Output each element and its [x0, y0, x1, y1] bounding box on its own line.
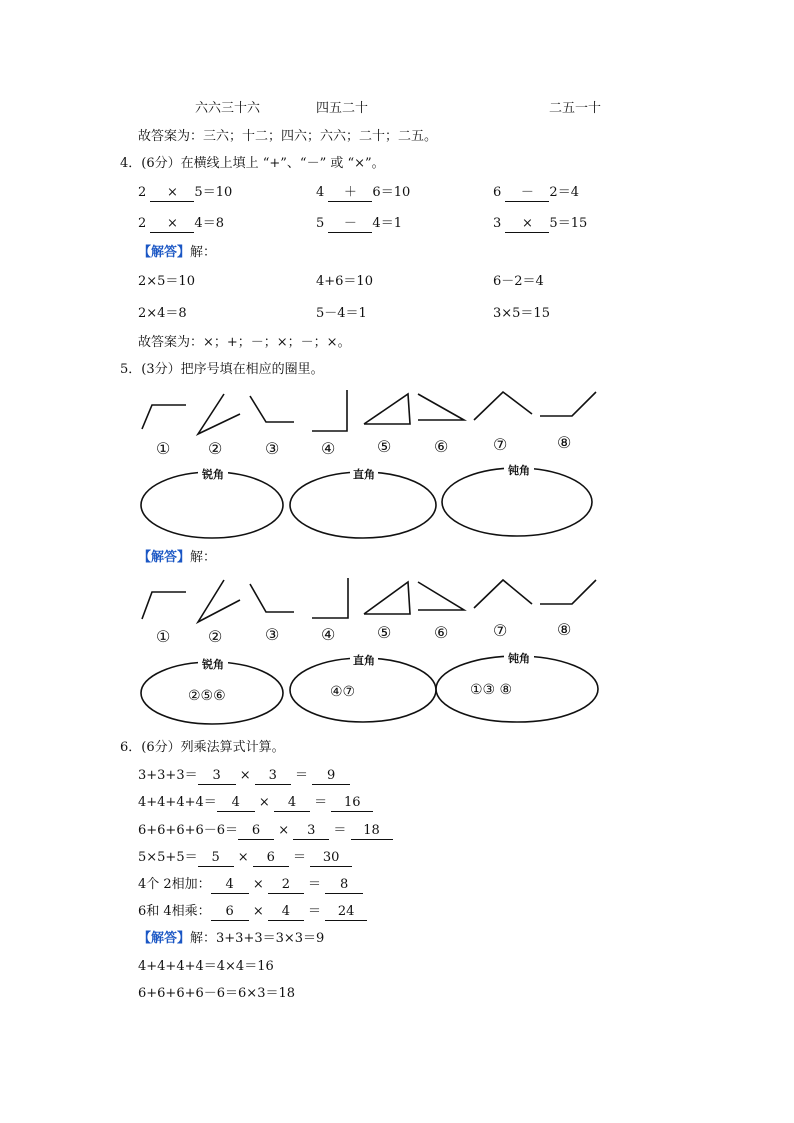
- angle-8: [540, 580, 596, 604]
- q6-blank[interactable]: 8: [325, 877, 363, 894]
- oval-label-obtuse: 钝角: [508, 464, 530, 477]
- angle-3: [250, 396, 294, 422]
- q4-sol-6: 3×5＝15: [493, 306, 550, 321]
- q6-blank[interactable]: 2: [268, 877, 304, 894]
- number-6: ⑥: [434, 437, 449, 456]
- q6-blank[interactable]: 6: [238, 823, 274, 840]
- q4-blank[interactable]: －: [328, 216, 372, 233]
- number-3: ③: [265, 625, 280, 644]
- q6-title: 6．(6分）列乘法算式计算。: [120, 740, 285, 755]
- q6-blank[interactable]: 3: [255, 768, 291, 785]
- number-2: ②: [208, 627, 223, 646]
- q6-blank[interactable]: 24: [325, 904, 367, 921]
- number-7: ⑦: [493, 621, 508, 640]
- angle-figure-solution: [136, 574, 606, 734]
- q6-blank[interactable]: 6: [211, 904, 249, 921]
- q6-solution-line-2: 6+6+6+6－6＝6×3＝18: [138, 986, 296, 1001]
- q3-answer: 故答案为：三六；十二；四六；六六；二十；二五。: [138, 129, 438, 144]
- q4-sol-2: 4+6＝10: [316, 274, 373, 289]
- q4-blank[interactable]: ×: [150, 216, 194, 233]
- q6-row-2: 4+4+4+4＝ 4 × 4 ＝ 16: [138, 794, 373, 812]
- oval-right: [290, 472, 436, 538]
- angle-1: [142, 592, 186, 619]
- number-1: ①: [156, 627, 171, 646]
- number-7: ⑦: [493, 435, 508, 454]
- q6-row-3: 6+6+6+6－6＝ 6 × 3 ＝ 18: [138, 822, 393, 840]
- q6-row-4: 5×5+5＝ 5 × 6 ＝ 30: [138, 849, 352, 867]
- answer-acute: ②⑤⑥: [188, 688, 226, 704]
- q6-blank[interactable]: 6: [253, 850, 289, 867]
- q4-item-1: 2 × 5＝10: [138, 185, 233, 200]
- q4-solution-header: 【解答】解：: [138, 245, 217, 260]
- q4-blank[interactable]: －: [505, 185, 549, 202]
- q4-answer: 故答案为：×；+；－；×；－；×。: [138, 335, 351, 350]
- angle-6: [418, 394, 464, 420]
- angle-3: [250, 584, 294, 612]
- number-4: ④: [321, 625, 336, 644]
- q6-blank[interactable]: 4: [268, 904, 304, 921]
- oval-right: [290, 658, 436, 722]
- q6-blank[interactable]: 4: [217, 795, 255, 812]
- oval-acute: [141, 472, 283, 538]
- angle-2: [198, 394, 240, 434]
- q6-blank[interactable]: 4: [211, 877, 249, 894]
- angle-4: [312, 390, 347, 431]
- q4-blank[interactable]: ＋: [328, 185, 372, 202]
- oval-label-obtuse: 钝角: [508, 652, 530, 665]
- oval-label-acute: 锐角: [202, 658, 224, 671]
- q5-title: 5．(3分）把序号填在相应的圈里。: [120, 362, 324, 377]
- angle-7: [474, 580, 532, 608]
- number-8: ⑧: [557, 620, 572, 639]
- top-word-2: 四五二十: [316, 101, 369, 116]
- q6-blank[interactable]: 4: [274, 795, 310, 812]
- oval-label-right: 直角: [353, 654, 375, 667]
- angle-5: [364, 394, 410, 424]
- q4-sol-3: 6－2＝4: [493, 274, 544, 289]
- angle-figure: [136, 384, 606, 544]
- angle-2: [198, 580, 240, 622]
- q6-solution-line-1: 4+4+4+4＝4×4＝16: [138, 959, 274, 974]
- answer-right: ④⑦: [330, 684, 356, 700]
- answer-obtuse: ①③ ⑧: [470, 682, 513, 698]
- q4-blank[interactable]: ×: [150, 185, 194, 202]
- angle-5: [364, 582, 410, 614]
- number-1: ①: [156, 439, 171, 458]
- q4-item-3: 6 － 2＝4: [493, 185, 579, 200]
- oval-obtuse: [436, 656, 598, 722]
- angle-6: [418, 582, 464, 610]
- q6-blank[interactable]: 3: [198, 768, 236, 785]
- solution-tag: 【解答】: [138, 550, 191, 565]
- top-word-1: 六六三十六: [195, 101, 261, 116]
- q6-blank[interactable]: 18: [351, 823, 393, 840]
- number-4: ④: [321, 439, 336, 458]
- number-8: ⑧: [557, 433, 572, 452]
- q6-row-1: 3+3+3＝ 3 × 3 ＝ 9: [138, 767, 350, 785]
- oval-obtuse: [442, 468, 592, 536]
- angle-8: [540, 392, 596, 416]
- q4-title: 4．(6分）在横线上填上 “+”、“－” 或 “×”。: [120, 156, 385, 171]
- q4-sol-1: 2×5＝10: [138, 274, 195, 289]
- q6-row-6: 6和 4相乘： 6 × 4 ＝ 24: [138, 903, 367, 921]
- number-2: ②: [208, 439, 223, 458]
- number-3: ③: [265, 439, 280, 458]
- oval-label-acute: 锐角: [202, 468, 224, 481]
- solution-tag: 【解答】: [138, 245, 191, 260]
- angle-1: [142, 405, 186, 429]
- q6-blank[interactable]: 3: [293, 823, 329, 840]
- q5-solution-header: 【解答】解：: [138, 550, 217, 565]
- q4-item-2: 4 ＋ 6＝10: [316, 185, 411, 200]
- q4-item-6: 3 × 5＝15: [493, 216, 588, 231]
- number-6: ⑥: [434, 623, 449, 642]
- q6-blank[interactable]: 5: [198, 850, 234, 867]
- q4-item-4: 2 × 4＝8: [138, 216, 224, 231]
- q4-item-5: 5 － 4＝1: [316, 216, 402, 231]
- q6-row-5: 4个 2相加： 4 × 2 ＝ 8: [138, 876, 363, 894]
- angle-4: [312, 578, 348, 618]
- angle-7: [474, 392, 532, 420]
- number-5: ⑤: [377, 437, 392, 456]
- q6-blank[interactable]: 9: [312, 768, 350, 785]
- q6-solution-header: 【解答】解：3+3+3＝3×3＝9: [138, 931, 325, 946]
- q6-blank[interactable]: 16: [331, 795, 373, 812]
- q6-blank[interactable]: 30: [310, 850, 352, 867]
- oval-label-right: 直角: [353, 468, 375, 481]
- number-5: ⑤: [377, 623, 392, 642]
- q4-sol-4: 2×4＝8: [138, 306, 187, 321]
- solution-tag: 【解答】: [138, 931, 191, 946]
- top-word-3: 二五一十: [549, 101, 602, 116]
- q4-sol-5: 5－4＝1: [316, 306, 367, 321]
- q4-blank[interactable]: ×: [505, 216, 549, 233]
